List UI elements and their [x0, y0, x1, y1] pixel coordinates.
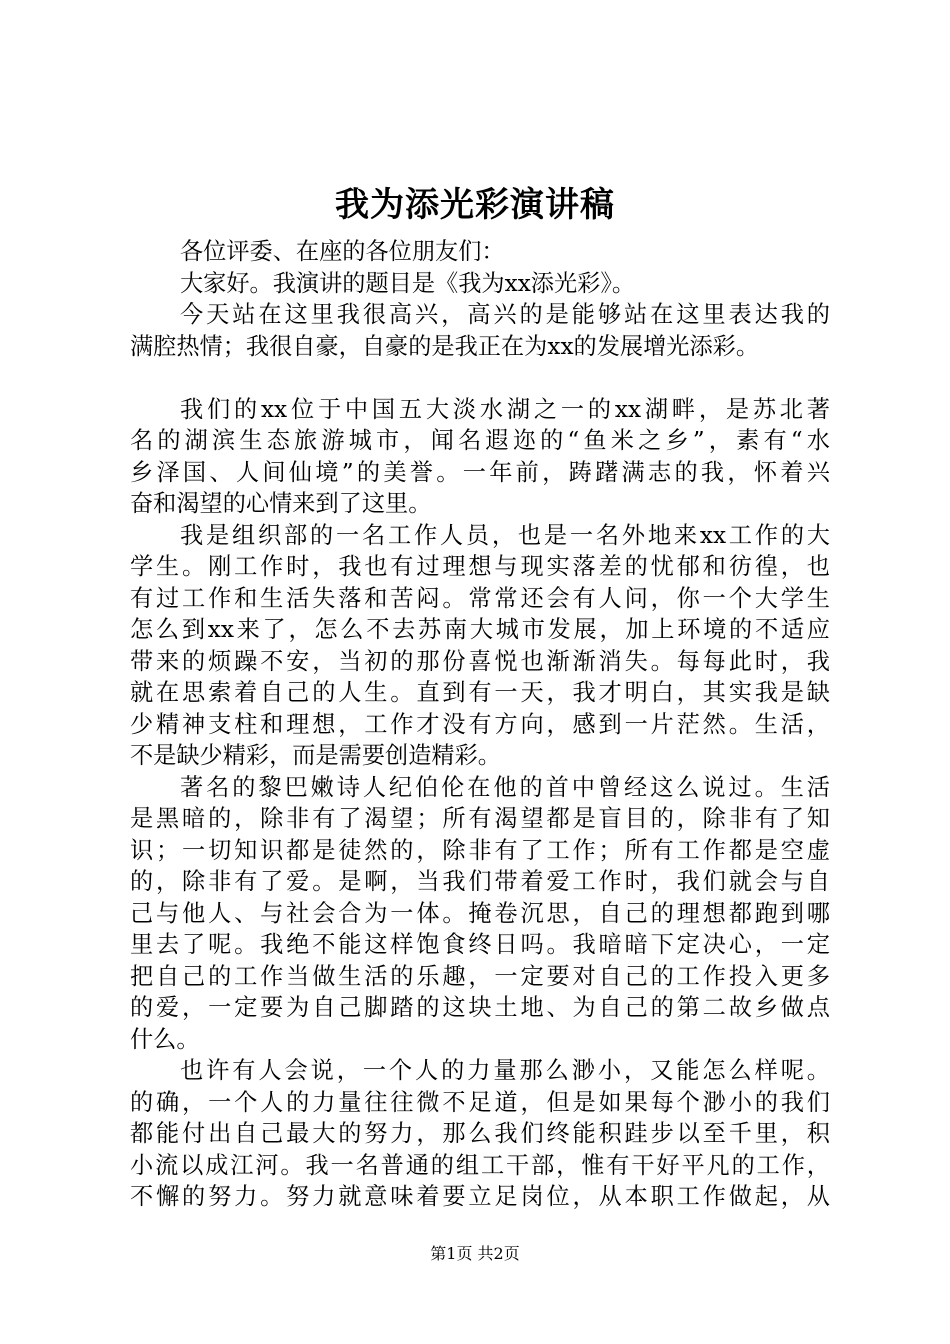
- text-line: 识；一切知识都是徒然的，除非有了工作；所有工作都是空虚: [130, 836, 830, 864]
- text-line: 不懈的努力。努力就意味着要立足岗位，从本职工作做起，从: [130, 1183, 830, 1210]
- text-line: 满腔热情；我很自豪，自豪的是我正在为xx的发展增光添彩。: [130, 332, 760, 360]
- text-line: 我是组织部的一名工作人员，也是一名外地来xx工作的大: [180, 521, 830, 549]
- text-line: 少精神支柱和理想，工作才没有方向，感到一片茫然。生活，: [130, 710, 830, 738]
- text-line: 奋和渴望的心情来到了这里。: [130, 490, 432, 517]
- text-line: 也许有人会说，一个人的力量那么渺小，又能怎么样呢。: [180, 1057, 830, 1084]
- text-line: 就在思索着自己的人生。直到有一天，我才明白，其实我是缺: [130, 679, 830, 706]
- page-footer: 第1页 共2页: [430, 1244, 520, 1263]
- blank-line: [130, 362, 830, 394]
- text-line: 不是缺少精彩，而是需要创造精彩。: [130, 742, 501, 769]
- text-line: 有过工作和生活失落和苦闷。常常还会有人问，你一个大学生: [130, 584, 830, 612]
- text-line: 怎么到xx来了，怎么不去苏南大城市发展，加上环境的不适应: [130, 616, 830, 643]
- text-line: 各位评委、在座的各位朋友们：: [180, 238, 505, 265]
- text-line: 的爱，一定要为自己脚踏的这块土地、为自己的第二故乡做点: [130, 994, 830, 1021]
- text-line: 乡泽国、人间仙境”的美誉。一年前，踌躇满志的我，怀着兴: [130, 458, 830, 486]
- text-line: 里去了呢。我绝不能这样饱食终日吗。我暗暗下定决心，一定: [130, 931, 830, 958]
- text-line: 学生。刚工作时，我也有过理想与现实落差的忧郁和彷徨，也: [130, 553, 830, 580]
- text-line: 的确，一个人的力量往往微不足道，但是如果每个渺小的我们: [130, 1088, 830, 1116]
- text-line: 是黑暗的，除非有了渴望；所有渴望都是盲目的，除非有了知: [130, 805, 830, 832]
- text-line: 大家好。我演讲的题目是《我为xx添光彩》。: [180, 269, 636, 297]
- text-line: 今天站在这里我很高兴，高兴的是能够站在这里表达我的: [180, 301, 830, 328]
- document-body: [130, 236, 830, 1213]
- document-title: 我为添光彩演讲稿: [335, 185, 615, 225]
- text-line: 小流以成江河。我一名普通的组工干部，惟有干好平凡的工作，: [130, 1151, 830, 1179]
- text-line: 我们的xx位于中国五大淡水湖之一的xx湖畔，是苏北著: [180, 395, 830, 423]
- text-line: 什么。: [130, 1025, 200, 1053]
- text-line: 名的湖滨生态旅游城市，闻名遐迩的“鱼米之乡”，素有“水: [130, 427, 830, 454]
- text-line: 都能付出自己最大的努力，那么我们终能积跬步以至千里，积: [130, 1120, 830, 1147]
- text-line: 的，除非有了爱。是啊，当我们带着爱工作时，我们就会与自: [130, 868, 830, 895]
- text-line: 带来的烦躁不安，当初的那份喜悦也渐渐消失。每每此时，我: [130, 647, 830, 675]
- text-line: 己与他人、与社会合为一体。掩卷沉思，自己的理想都跑到哪: [130, 899, 830, 927]
- text-line: 著名的黎巴嫩诗人纪伯伦在他的首中曾经这么说过。生活: [180, 773, 830, 801]
- text-line: 把自己的工作当做生活的乐趣，一定要对自己的工作投入更多: [130, 962, 830, 990]
